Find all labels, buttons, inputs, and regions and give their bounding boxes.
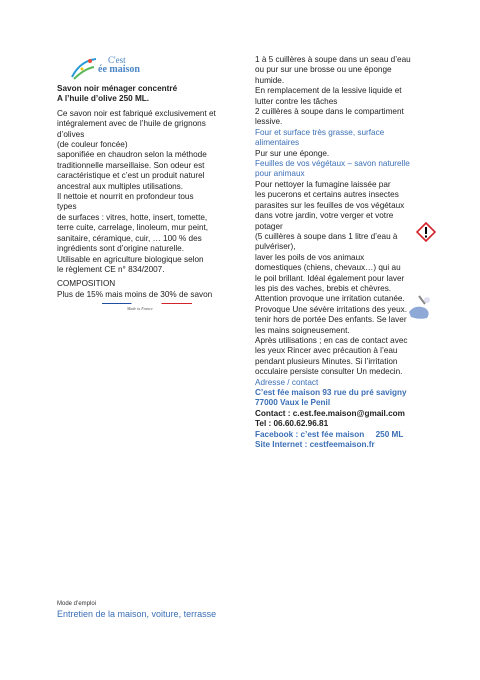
instruction-line: alimentaires xyxy=(255,138,300,148)
usage-label: Entretien de la maison, voiture, terrasse xyxy=(57,609,217,619)
description-line: Il nettoie et nourrit en profondeur tous xyxy=(57,192,194,202)
description-line: saponifiée en chaudron selon la méthode xyxy=(57,150,207,160)
instruction-line: les mains soigneusement. xyxy=(255,325,350,335)
instruction-line: parasites sur les feuilles de vos végétaux xyxy=(255,200,405,210)
description-line: Utilisable en agriculture biologique selon xyxy=(57,254,204,264)
instruction-line: laver les poils de vos animaux xyxy=(255,252,365,262)
instruction-line: tenir hors de portée Des enfants. Se laver xyxy=(255,315,407,325)
logo-text xyxy=(98,55,140,75)
instruction-line: lessive. xyxy=(255,117,283,127)
made-in-france-badge xyxy=(102,303,192,311)
instruction-line: En remplacement de la lessive liquide et xyxy=(255,86,402,96)
instruction-line: pulvériser), xyxy=(255,242,296,252)
description-line: ingrédients sont d’origine naturelle. xyxy=(57,244,184,254)
instruction-line: les pis des vaches, brebis et chèvres. xyxy=(255,283,392,293)
instruction-line: 2 cuillères à soupe dans le compartiment xyxy=(255,107,404,117)
soap-product-picture xyxy=(405,292,435,322)
description-line: terre cuite, carrelage, linoleum, mur peint, xyxy=(57,223,209,233)
description-line: caractéristique et c’est un produit naturel xyxy=(57,171,205,181)
instruction-line: potager xyxy=(255,221,283,231)
description-line: intégralement avec de l’huile de grignons xyxy=(57,119,206,129)
description-line: le règlement CE n° 834/2007. xyxy=(57,264,165,274)
address-line-2: 77000 Vaux le Penil xyxy=(255,398,331,408)
instruction-line: occulaire persiste consulter Un medecin. xyxy=(255,367,403,377)
phone: Tel : 06.60.62.96.81 xyxy=(255,419,329,429)
description-line: types xyxy=(57,202,77,212)
description-line: (de couleur foncée) xyxy=(57,140,128,150)
description-line: ancestral aux multiples utilisations. xyxy=(57,181,184,191)
volume-text: 250 ML xyxy=(375,429,404,439)
instruction-line: humide. xyxy=(255,75,285,85)
description-line: de surfaces : vitres, hotte, insert, tomette, xyxy=(57,212,208,222)
website: Site Internet : cestfeemaison.fr xyxy=(255,440,375,450)
instruction-line: Pour nettoyer la fumagine laissée par xyxy=(255,179,391,189)
instruction-line: dans votre jardin, votre verger et votre xyxy=(255,211,394,221)
mode-label: Mode d’emploi xyxy=(57,601,97,607)
right-column xyxy=(255,55,430,450)
description-line: traditionnelle marseillaise. Son odeur est xyxy=(57,160,205,170)
instruction-line: les pucerons et certains autres insectes xyxy=(255,190,399,200)
address-line-1: C’est fée maison 93 rue du pré savigny xyxy=(255,388,407,397)
instruction-line: Après utilisations ; en cas de contact avec xyxy=(255,335,408,345)
instruction-line: 1 à 5 cuillères à soupe dans un seau d’eau xyxy=(255,55,411,64)
logo-line-1: C'est xyxy=(108,55,126,65)
product-title: Savon noir ménager concentré xyxy=(57,84,178,93)
instruction-line: le poil brillant. Idéal également pour laver xyxy=(255,273,405,283)
brand-logo xyxy=(70,55,180,85)
description-line: Ce savon noir est fabriqué exclusivement et xyxy=(57,108,216,118)
instruction-line: Four et surface très grasse, surface xyxy=(255,127,385,137)
instruction-line: Attention provoque une irritation cutanée. xyxy=(255,294,405,304)
instruction-line: ou pur sur une brosse ou une éponge xyxy=(255,65,392,75)
instruction-line: les yeux Rincer avec précaution à l’eau xyxy=(255,346,398,356)
left-column xyxy=(57,84,237,311)
fairy-wand-icon xyxy=(70,55,98,81)
instruction-line: lutter contre les tâches xyxy=(255,96,338,106)
description xyxy=(57,109,237,276)
exclamation-hazard-icon xyxy=(416,222,436,242)
instruction-line: Feuilles de vos végétaux – savon naturelle xyxy=(255,159,410,169)
instruction-line: pendant plusieurs Minutes. Si l’irritation xyxy=(255,356,398,366)
facebook-text: Facebook : c’est fée maison xyxy=(255,429,365,439)
description-line: d’olives xyxy=(57,129,85,139)
footer xyxy=(57,601,216,619)
logo-line-2: ée maison xyxy=(98,64,140,75)
product-subtitle: A l’huile d’olive 250 ML. xyxy=(57,94,150,104)
composition-title: COMPOSITION xyxy=(57,279,116,289)
made-in-label: Made in France xyxy=(127,306,153,312)
description-line: sanitaire, céramique, cuir, … 100 % des xyxy=(57,233,202,243)
instruction-line: (5 cuillères à soupe dans 1 litre d’eau à xyxy=(255,231,398,241)
composition-text: Plus de 15% mais moins de 30% de savon xyxy=(57,289,213,299)
instruction-line: Provoque Une sévère irritations des yeux. xyxy=(255,304,408,314)
contact-title: Adresse / contact xyxy=(255,377,319,387)
contact-email: Contact : c.est.fee.maison@gmail.com xyxy=(255,408,405,418)
instruction-line: Pur sur une éponge. xyxy=(255,148,330,158)
usage-instructions xyxy=(255,55,430,378)
facebook-line xyxy=(255,430,430,440)
instruction-line: domestiques (chiens, chevaux…) qui au xyxy=(255,263,401,273)
instruction-line: pour animaux xyxy=(255,169,305,179)
